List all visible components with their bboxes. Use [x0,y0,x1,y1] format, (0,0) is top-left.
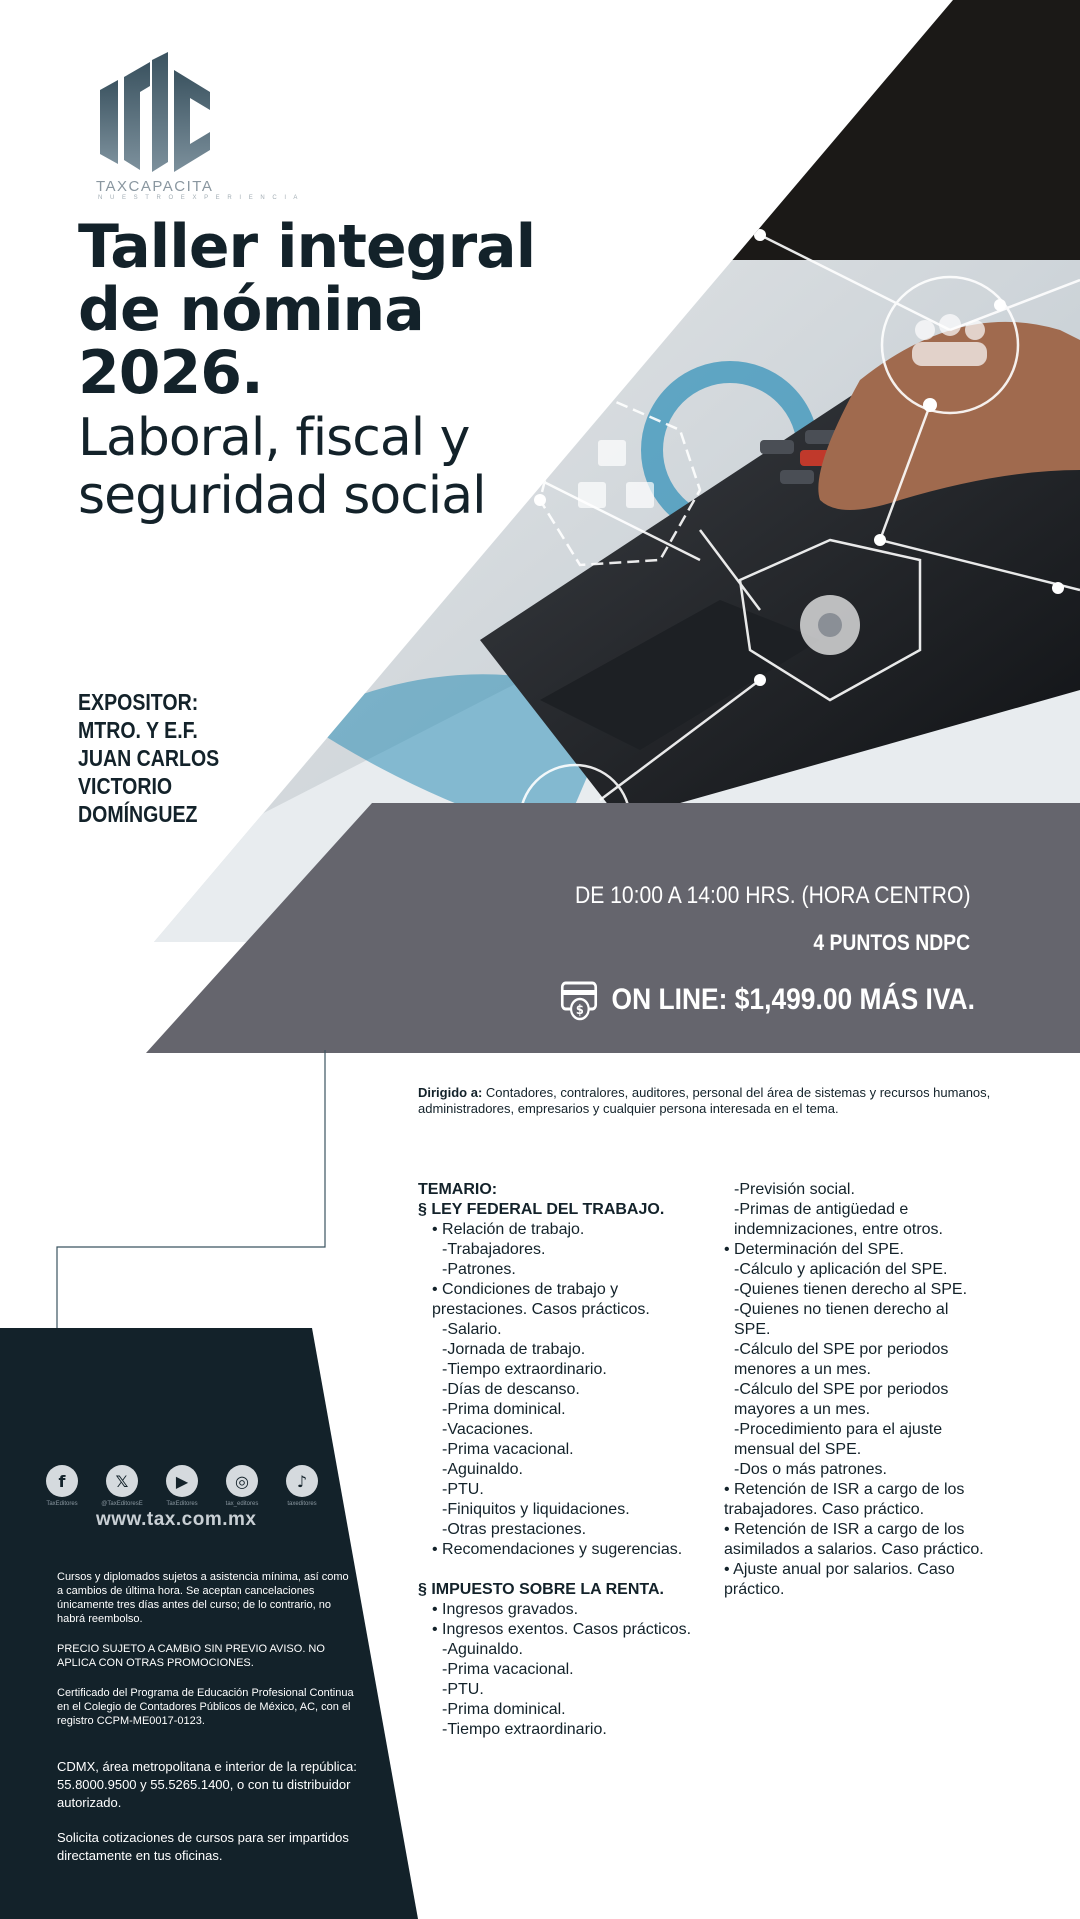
syllabus-item: -Tiempo extraordinario. [442,1361,607,1378]
instagram-icon: ◎ [226,1465,258,1497]
syllabus-item: • Retención de ISR a cargo de los [724,1521,965,1538]
syllabus-item: -Jornada de trabajo. [442,1341,586,1358]
social-facebook[interactable] [46,1465,78,1507]
syllabus-item: -Aguinaldo. [442,1641,523,1658]
syllabus-item: SPE. [734,1321,771,1338]
subtitle-line-1: Laboral, fiscal y [78,408,470,468]
syllabus-item: trabajadores. Caso práctico. [724,1501,925,1518]
syllabus-column-1 [418,1180,718,1740]
syllabus-item: -Salario. [442,1321,502,1338]
contact-quotes: Solicita cotizaciones de cursos para ser impartidos directamente en tus oficinas. [57,1830,349,1863]
speaker-line-1: MTRO. Y E.F. [78,717,198,743]
syllabus-item: menores a un mes. [734,1361,871,1378]
social-handle: TaxEditores [166,1501,198,1507]
fine-print-certification: Certificado del Programa de Educación Profesional Continua en el Colegio de Contadores Públicos de México, AC, con el registro CCPM-ME0017-0123. [57,1687,354,1727]
fine-print-cancellations: Cursos y diplomados sujetos a asistencia mínima, así como a cambios de última hora. Se aceptan cancelaciones únicamente tres días antes del curso; de lo contrario, no habrá reembolso. [57,1571,349,1625]
syllabus-item: • Relación de trabajo. [432,1221,585,1238]
syllabus-item: • Ajuste anual por salarios. Caso [724,1561,955,1578]
subtitle-line-2: seguridad social [78,466,486,526]
credit-card-dollar-icon [561,979,600,1021]
page-title [78,212,598,526]
syllabus-item: -Finiquitos y liquidaciones. [442,1501,630,1518]
website-link[interactable]: www.tax.com.mx [96,1509,257,1530]
syllabus-item: -Prima dominical. [442,1401,566,1418]
contact-phones: CDMX, área metropolitana e interior de la república: 55.8000.9500 y 55.5265.1400, o con tu distribuidor autorizado. [57,1759,357,1810]
fine-print-price-notice: PRECIO SUJETO A CAMBIO SIN PREVIO AVISO. NO APLICA CON OTRAS PROMOCIONES. [57,1643,325,1669]
syllabus-item: -Otras prestaciones. [442,1521,587,1538]
syllabus-item: -Previsión social. [734,1181,855,1198]
brand-tagline: N U E S T R O E X P E R I E N C I A [98,195,301,201]
syllabus-item: mayores a un mes. [734,1401,871,1418]
syllabus-item [418,1560,718,1580]
syllabus-item: -Vacaciones. [442,1421,534,1438]
syllabus-item: -Dos o más patrones. [734,1461,887,1478]
syllabus-item: mensual del SPE. [734,1441,862,1458]
syllabus-item: asimilados a salarios. Caso práctico. [724,1541,984,1558]
syllabus-item: -Patrones. [442,1261,516,1278]
social-handle: TaxEditores [46,1501,78,1507]
taxcapacita-logo [92,52,217,177]
schedule-text: DE 10:00 A 14:00 HRS. (HORA CENTRO) [574,882,970,909]
syllabus-item: -Cálculo del SPE por periodos [734,1381,949,1398]
social-x[interactable] [101,1465,143,1507]
syllabus-section-heading: § LEY FEDERAL DEL TRABAJO. [418,1201,665,1218]
syllabus-section-heading: § IMPUESTO SOBRE LA RENTA. [418,1581,664,1598]
brand-name: TAXCAPACITA [96,178,214,195]
speaker-line-3: VICTORIO [78,773,173,799]
syllabus-item: -Primas de antigüedad e [734,1201,909,1218]
social-youtube[interactable] [166,1465,198,1507]
social-instagram[interactable] [226,1465,258,1507]
syllabus-item: -Quienes tienen derecho al SPE. [734,1281,968,1298]
speaker-line-2: JUAN CARLOS [78,745,220,771]
speaker-line-4: DOMÍNGUEZ [78,801,198,827]
syllabus-item: -Cálculo y aplicación del SPE. [734,1261,948,1278]
syllabus-item: prestaciones. Casos prácticos. [432,1301,650,1318]
frame-lines [0,1050,340,1330]
points-text: 4 PUNTOS NDPC [813,930,970,955]
speaker-label: EXPOSITOR: [78,689,199,715]
syllabus-column-2 [724,1180,1014,1600]
title-line-3: 2026. [78,338,263,408]
syllabus-item: -Aguinaldo. [442,1461,523,1478]
x-icon: 𝕏 [106,1465,138,1497]
syllabus-item: práctico. [724,1581,785,1598]
syllabus-item: -Quienes no tienen derecho al [734,1301,949,1318]
tiktok-icon: ♪ [286,1465,318,1497]
syllabus-item: • Recomendaciones y sugerencias. [432,1541,683,1558]
syllabus-item: • Condiciones de trabajo y [432,1281,619,1298]
syllabus-item: -Días de descanso. [442,1381,580,1398]
price-text: ON LINE: $1,499.00 MÁS IVA. [611,983,975,1016]
syllabus-item: -Trabajadores. [442,1241,546,1258]
syllabus-item: -Prima vacacional. [442,1441,574,1458]
youtube-icon: ▶ [166,1465,198,1497]
social-links [46,1465,318,1507]
social-handle: taxeditores [287,1501,317,1507]
syllabus-item: -Prima dominical. [442,1701,566,1718]
syllabus-item: -Tiempo extraordinario. [442,1721,607,1738]
syllabus-item: -PTU. [442,1681,484,1698]
syllabus-item: • Ingresos gravados. [432,1601,579,1618]
syllabus-item: -Prima vacacional. [442,1661,574,1678]
syllabus-item: -Procedimiento para el ajuste [734,1421,943,1438]
syllabus-item: indemnizaciones, entre otros. [734,1221,943,1238]
audience-body: Contadores, contralores, auditores, personal del área de sistemas y recursos humanos, administradores, empresarios y cualquier persona interesada en el tema. [418,1085,991,1116]
audience-label: Dirigido a: [418,1085,483,1100]
syllabus-item: • Determinación del SPE. [724,1241,904,1258]
facebook-icon: f [46,1465,78,1497]
syllabus-item: • Ingresos exentos. Casos prácticos. [432,1621,692,1638]
price-text-row [561,979,975,1021]
syllabus-heading: TEMARIO: [418,1181,498,1198]
syllabus-item: • Retención de ISR a cargo de los [724,1481,965,1498]
social-tiktok[interactable] [286,1465,318,1507]
syllabus-item: -Cálculo del SPE por periodos [734,1341,949,1358]
title-line-2: de nómina [78,275,424,345]
social-handle: tax_editores [225,1501,259,1507]
audience-text [418,1085,998,1117]
syllabus-item: -PTU. [442,1481,484,1498]
svg-text:$: $ [575,1002,584,1018]
title-line-1: Taller integral [78,212,536,282]
social-handle: @TaxEditoresE [101,1501,143,1507]
